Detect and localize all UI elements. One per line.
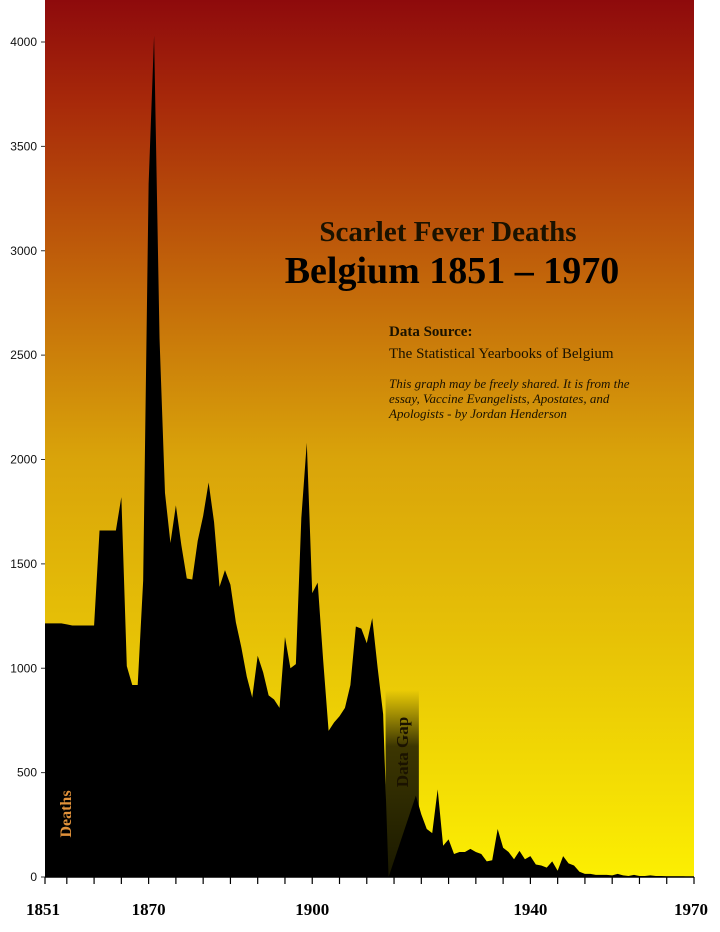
x-tick-label: 1940 bbox=[513, 900, 548, 919]
y-tick-label: 1500 bbox=[10, 556, 37, 571]
y-tick-label: 500 bbox=[16, 765, 37, 780]
y-tick-label: 2500 bbox=[10, 348, 37, 363]
y-axis-label: Deaths bbox=[58, 790, 75, 838]
note-line-2: essay, Vaccine Evangelists, Apostates, and bbox=[389, 391, 610, 406]
source-heading: Data Source: bbox=[389, 324, 473, 340]
x-tick-label: 1870 bbox=[131, 900, 166, 919]
note-line-3: Apologists - by Jordan Henderson bbox=[389, 406, 567, 421]
data-gap-label: Data Gap bbox=[393, 716, 413, 788]
y-tick-label: 4000 bbox=[10, 35, 37, 49]
y-axis-ticks bbox=[10, 35, 45, 884]
y-tick-label: 3500 bbox=[10, 139, 37, 154]
chart-title: Scarlet Fever Deaths bbox=[319, 216, 577, 248]
y-tick-label: 2000 bbox=[10, 452, 37, 467]
chart-subtitle: Belgium 1851 – 1970 bbox=[284, 250, 620, 292]
y-tick-label: 0 bbox=[30, 870, 37, 884]
y-tick-label: 3000 bbox=[10, 243, 37, 258]
y-tick-label: 1000 bbox=[10, 661, 37, 676]
x-tick-label: 1851 bbox=[26, 900, 60, 919]
x-axis-ticks bbox=[26, 877, 708, 919]
note-line-1: This graph may be freely shared. It is from the bbox=[389, 376, 630, 391]
source-text: The Statistical Yearbooks of Belgium bbox=[389, 346, 614, 362]
x-tick-label: 1900 bbox=[295, 900, 330, 919]
x-tick-label: 1970 bbox=[674, 900, 708, 919]
